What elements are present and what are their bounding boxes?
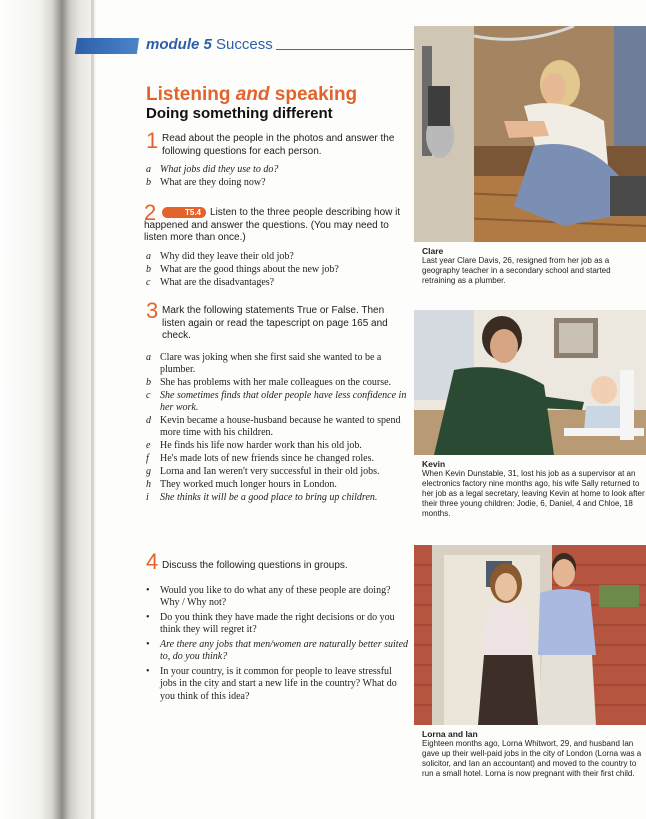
list-item: i She thinks it will be a good place to bring up children. bbox=[146, 491, 378, 503]
section-intro: T5.4 Listen to the three people describing how it happened and answer the questions. (You may need to listen more than once.) bbox=[144, 207, 401, 243]
photo-kevin bbox=[414, 310, 646, 455]
section-3 bbox=[146, 298, 408, 505]
photo-kevin-illustration bbox=[414, 310, 646, 455]
module-label: module 5 bbox=[146, 36, 212, 53]
caption-lorna-ian bbox=[422, 729, 646, 779]
caption-kevin bbox=[422, 459, 646, 519]
module-topic: Success bbox=[216, 36, 273, 53]
section-intro: Read about the people in the photos and answer the following questions for each person. bbox=[162, 133, 395, 157]
caption-clare bbox=[422, 246, 646, 286]
section-2 bbox=[144, 200, 408, 290]
section-number: 1 bbox=[146, 128, 159, 153]
list-item: a What jobs did they use to do? bbox=[146, 164, 279, 175]
list-item: h They worked much longer hours in London. bbox=[146, 478, 337, 490]
section-4 bbox=[146, 549, 409, 705]
module-header bbox=[146, 36, 273, 53]
audio-track-badge: T5.4 bbox=[162, 207, 206, 218]
discussion-list bbox=[146, 585, 408, 704]
page-title: Listening and speaking bbox=[146, 84, 358, 105]
list-item: • Would you like to do what any of these people are doing? Why / Why not? bbox=[146, 585, 408, 610]
list-item: f He's made lots of new friends since he changed roles. bbox=[146, 452, 374, 464]
section-intro: Mark the following statements True or False. Then listen again or read the tapescript on page 165 and check. bbox=[162, 305, 388, 341]
list-item: d Kevin became a house-husband because he wanted to spend more time with his children. bbox=[146, 414, 401, 438]
module-header-bar bbox=[75, 38, 139, 54]
caption-text: Eighteen months ago, Lorna Whitwort, 29, and husband Ian gave up their well-paid jobs in the city of London (Lorna was a solicitor, and Ian an accountant) and moved to the country to run a small hotel. Lorna is now pregnant with their first child. bbox=[422, 739, 642, 778]
book-spine bbox=[0, 0, 96, 819]
photo-lorna-ian-illustration bbox=[414, 545, 646, 725]
list-item: g Lorna and Ian weren't very successful in their old jobs. bbox=[146, 465, 380, 477]
page-fold-line bbox=[91, 0, 94, 819]
list-item: b What are the good things about the new job? bbox=[146, 263, 339, 275]
section-number: 3 bbox=[146, 298, 159, 323]
list-item: e He finds his life now harder work than his old job. bbox=[146, 439, 362, 451]
section-number: 4 bbox=[146, 549, 159, 574]
section-number: 2 bbox=[144, 200, 157, 225]
list-item: a Why did they leave their old job? bbox=[146, 250, 294, 262]
list-item: c She sometimes finds that older people have less confidence in her work. bbox=[146, 389, 407, 413]
photo-clare-illustration bbox=[414, 26, 646, 242]
caption-text: When Kevin Dunstable, 31, lost his job as a supervisor at an electronics factory nine months ago, his wife Sally returned to her job as a legal secretary, leaving Kevin at home to look after their three young children: Jodie, 6, Daniel, 4 and Chloe, 18 months. bbox=[422, 469, 645, 518]
list-item: • Do you think they have made the right decisions or do you think they will regret it? bbox=[146, 612, 408, 637]
page-subtitle: Doing something different bbox=[146, 105, 333, 122]
caption-name: Lorna and Ian bbox=[422, 729, 478, 739]
list-item: b What are they doing now? bbox=[146, 177, 266, 188]
section-1 bbox=[146, 128, 408, 190]
list-item: • Are there any jobs that men/women are naturally better suited to, do you think? bbox=[146, 639, 408, 664]
section-intro: Discuss the following questions in groups. bbox=[162, 560, 348, 571]
list-item: b She has problems with her male colleagues on the course. bbox=[146, 376, 392, 388]
list-item: • In your country, is it common for people to leave stressful jobs in the city and start a new life in the country? What do you think of this idea? bbox=[146, 666, 408, 704]
photo-clare bbox=[414, 26, 646, 242]
caption-text: Last year Clare Davis, 26, resigned from her job as a geography teacher in a secondary school and started retraining as a plumber. bbox=[422, 256, 611, 285]
question-list bbox=[146, 251, 408, 289]
caption-name: Clare bbox=[422, 246, 444, 256]
statement-list bbox=[146, 352, 408, 504]
list-item: a Clare was joking when she first said she wanted to be a plumber. bbox=[146, 351, 382, 375]
header-rule bbox=[276, 49, 414, 50]
caption-name: Kevin bbox=[422, 459, 446, 469]
list-item: c What are the disadvantages? bbox=[146, 276, 275, 288]
photo-lorna-ian bbox=[414, 545, 646, 725]
question-list bbox=[146, 164, 408, 189]
